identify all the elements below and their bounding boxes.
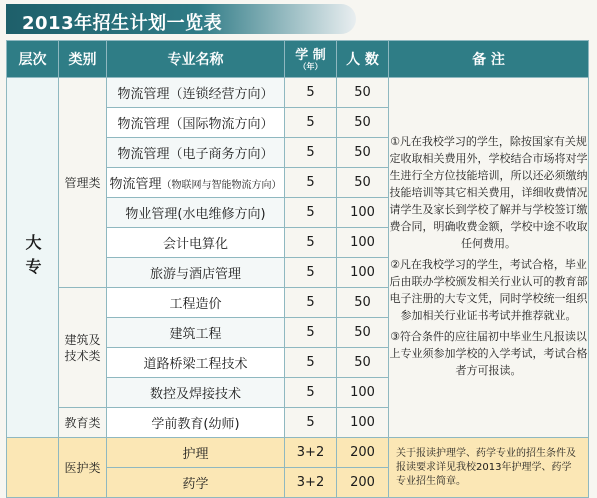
count-value: 200 [337,438,389,468]
title-bar [0,0,597,38]
count-value: 50 [337,138,389,168]
duration-value: 3+2 [285,468,337,498]
page-title: 2013年招生计划一览表 [22,13,223,34]
count-value: 100 [337,408,389,438]
level-cell: 大专 [7,78,59,438]
count-value: 50 [337,348,389,378]
count-value: 50 [337,288,389,318]
table-header-row [7,41,589,78]
major-name-sub: （物联网与智能物流方向） [161,180,282,191]
duration-value: 3+2 [285,438,337,468]
header-duration-label: 学 制 [295,47,326,63]
enrollment-table [6,40,589,498]
table-row [7,78,589,108]
major-name: 物业管理(水电维修方向) [107,198,285,228]
major-name: 物流管理（国际物流方向） [107,108,285,138]
header-duration-unit: （年） [298,61,323,71]
major-name: 旅游与酒店管理 [107,258,285,288]
note-3: ③符合条件的应往届初中毕业生凡报读以上专业须参加学校的入学考试，考试合格者方可报读。 [389,329,588,377]
category-construction: 建筑及技术类 [59,288,107,408]
count-value: 100 [337,378,389,408]
header-category: 类别 [59,41,107,78]
count-value: 50 [337,78,389,108]
major-name: 物流管理（连锁经营方向） [107,78,285,108]
count-value: 50 [337,108,389,138]
major-name: 护理 [107,438,285,468]
major-name-main: 物流管理 [109,177,162,192]
level-cell-nursing [7,438,59,498]
count-value: 100 [337,198,389,228]
duration-value: 5 [285,198,337,228]
header-count: 人 数 [337,41,389,78]
major-name: 会计电算化 [107,228,285,258]
major-name: 数控及焊接技术 [107,378,285,408]
header-duration [285,41,337,78]
category-nursing: 医护类 [59,438,107,498]
note-1: ①凡在我校学习的学生，除按国家有关规定收取相关费用外，学校结合市场将对学生进行全方位技能培训，所以还必须缴纳技能培训等其它相关费用，详细收费情况请学生及家长到学校了解并与学校签订缴费合同，明确收费金额，学校中途不收取任何费用。 [389,134,588,250]
duration-value: 5 [285,78,337,108]
major-name: 物流管理（电子商务方向） [107,138,285,168]
major-name: 工程造价 [107,288,285,318]
duration-value: 5 [285,318,337,348]
table-row [7,438,589,468]
count-value: 200 [337,468,389,498]
count-value: 50 [337,168,389,198]
duration-value: 5 [285,138,337,168]
category-management: 管理类 [59,78,107,288]
duration-value: 5 [285,108,337,138]
duration-value: 5 [285,258,337,288]
count-value: 100 [337,228,389,258]
count-value: 100 [337,258,389,288]
major-name: 建筑工程 [107,318,285,348]
major-name: 药学 [107,468,285,498]
major-name: 道路桥梁工程技术 [107,348,285,378]
duration-value: 5 [285,168,337,198]
note-2: ②凡在我校学习的学生，考试合格，毕业后由联办学校颁发相关行业认可的教育部电子注册的大专文凭，同时学校统一组织参加相关行业证书考试并推荐就业。 [389,257,588,322]
major-name: 学前教育(幼师) [107,408,285,438]
category-education: 教育类 [59,408,107,438]
duration-value: 5 [285,378,337,408]
duration-value: 5 [285,348,337,378]
header-level: 层次 [7,41,59,78]
header-major: 专业名称 [107,41,285,78]
duration-value: 5 [285,288,337,318]
nursing-note: 关于报读护理学、药学专业的招生条件及报读要求详见我校2013年护理学、药学专业招生简章。 [389,438,589,498]
header-notes: 备 注 [389,41,589,78]
notes-cell [389,78,589,438]
count-value: 50 [337,318,389,348]
duration-value: 5 [285,408,337,438]
title-banner [6,4,356,34]
duration-value: 5 [285,228,337,258]
major-name [107,168,285,198]
